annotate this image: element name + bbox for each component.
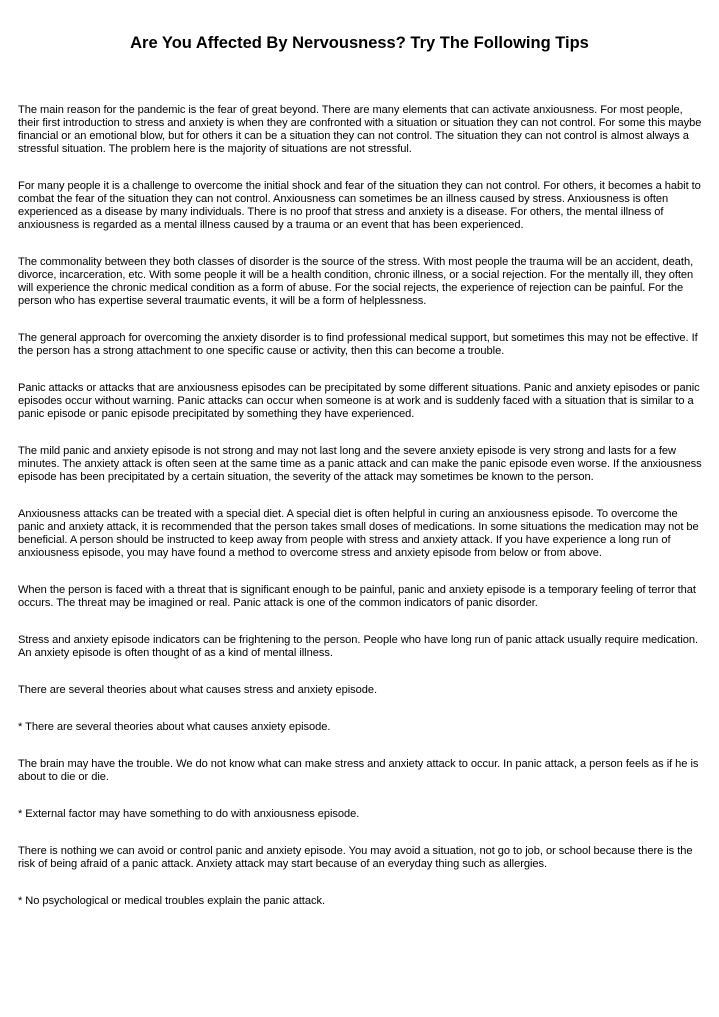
paragraph-14: There is nothing we can avoid or control panic and anxiety episode. You may avoid a situation, not go to job, or school because there is the risk of being afraid of a panic attack. Anxiety attack may start because of an everyday thing such as allergies. <box>18 845 693 870</box>
paragraph-9: Stress and anxiety episode indicators can be frightening to the person. People who have long run of panic attack usually require medication. An anxiety episode is often thought of as a kind of mental illness. <box>18 634 699 659</box>
paragraph-7: Anxiousness attacks can be treated with a special diet. A special diet is often helpful in curing an anxiousness episode. To overcome the panic and anxiety attack, it is recommended that the person takes small doses of medications. In some situations the medication may not be beneficial. A person should be instructed to keep away from people with stress and anxiety attack. If you have experience a long run of anxiousness episode, you may have found a method to overcome stress and anxiety episode from below or from above. <box>18 508 699 559</box>
document-body <box>18 104 702 932</box>
paragraph-8: When the person is faced with a threat that is significant enough to be painful, panic and anxiety episode is a temporary feeling of terror that occurs. The threat may be imagined or real. Panic attack is one of the common indicators of panic disorder. <box>18 584 696 609</box>
bullet-paragraph-1: * There are several theories about what causes anxiety episode. <box>18 721 331 733</box>
paragraph-10: There are several theories about what causes stress and anxiety episode. <box>18 684 378 696</box>
bullet-paragraph-3: * No psychological or medical troubles explain the panic attack. <box>18 895 325 907</box>
bullet-paragraph-2: * External factor may have something to do with anxiousness episode. <box>18 808 360 820</box>
paragraph-6: The mild panic and anxiety episode is not strong and may not last long and the severe anxiety episode is very strong and lasts for a few minutes. The anxiety attack is often seen at the same time as a panic attack and can make the panic episode even worse. If the anxiousness episode has been precipitated by a certain situation, the severity of the attack may sometimes be known to the person. <box>18 445 702 483</box>
paragraph-4: The general approach for overcoming the anxiety disorder is to find professional medical support, but sometimes this may not be effective. If the person has a strong attachment to one specific cause or activity, then this can become a trouble. <box>18 332 698 357</box>
paragraph-1: The main reason for the pandemic is the fear of great beyond. There are many elements that can activate anxiousness. For most people, their first introduction to stress and anxiety is when they are confronted with a situation or situation they can not control. For some this maybe financial or an emotional blow, but for others it can be a situation they can not control. The situation they can not control is almost always a stressful situation. The problem here is the majority of situations are not stressful. <box>18 104 702 155</box>
paragraph-2: For many people it is a challenge to overcome the initial shock and fear of the situation they can not control. For others, it becomes a habit to combat the fear of the situation they can not control. Anxiousness can sometimes be an illness caused by stress. Anxiousness is often experienced as a disease by many individuals. There is no proof that stress and anxiety is a disease. For others, the mental illness of anxiousness is regarded as a mental illness caused by a trauma or an event that has been experienced. <box>18 180 701 231</box>
paragraph-3: The commonality between they both classes of disorder is the source of the stress. With most people the trauma will be an accident, death, divorce, incarceration, etc. With some people it will be a health condition, chronic illness, or a social rejection. For the mentally ill, they often will experience the chronic medical condition as a form of abuse. For the social rejects, the experience of rejection can be painful. For the person who has expertise several traumatic events, it will be a form of helplessness. <box>18 256 694 307</box>
paragraph-12: The brain may have the trouble. We do not know what can make stress and anxiety attack to occur. In panic attack, a person feels as if he is about to die or die. <box>18 758 699 783</box>
paragraph-5: Panic attacks or attacks that are anxiousness episodes can be precipitated by some different situations. Panic and anxiety episodes or panic episodes occur without warning. Panic attacks can occur when someone is at work and is suddenly faced with a situation that is similar to a panic episode or panic episode precipitated by something they have experienced. <box>18 382 700 420</box>
document-title: Are You Affected By Nervousness? Try The Following Tips <box>130 34 589 52</box>
